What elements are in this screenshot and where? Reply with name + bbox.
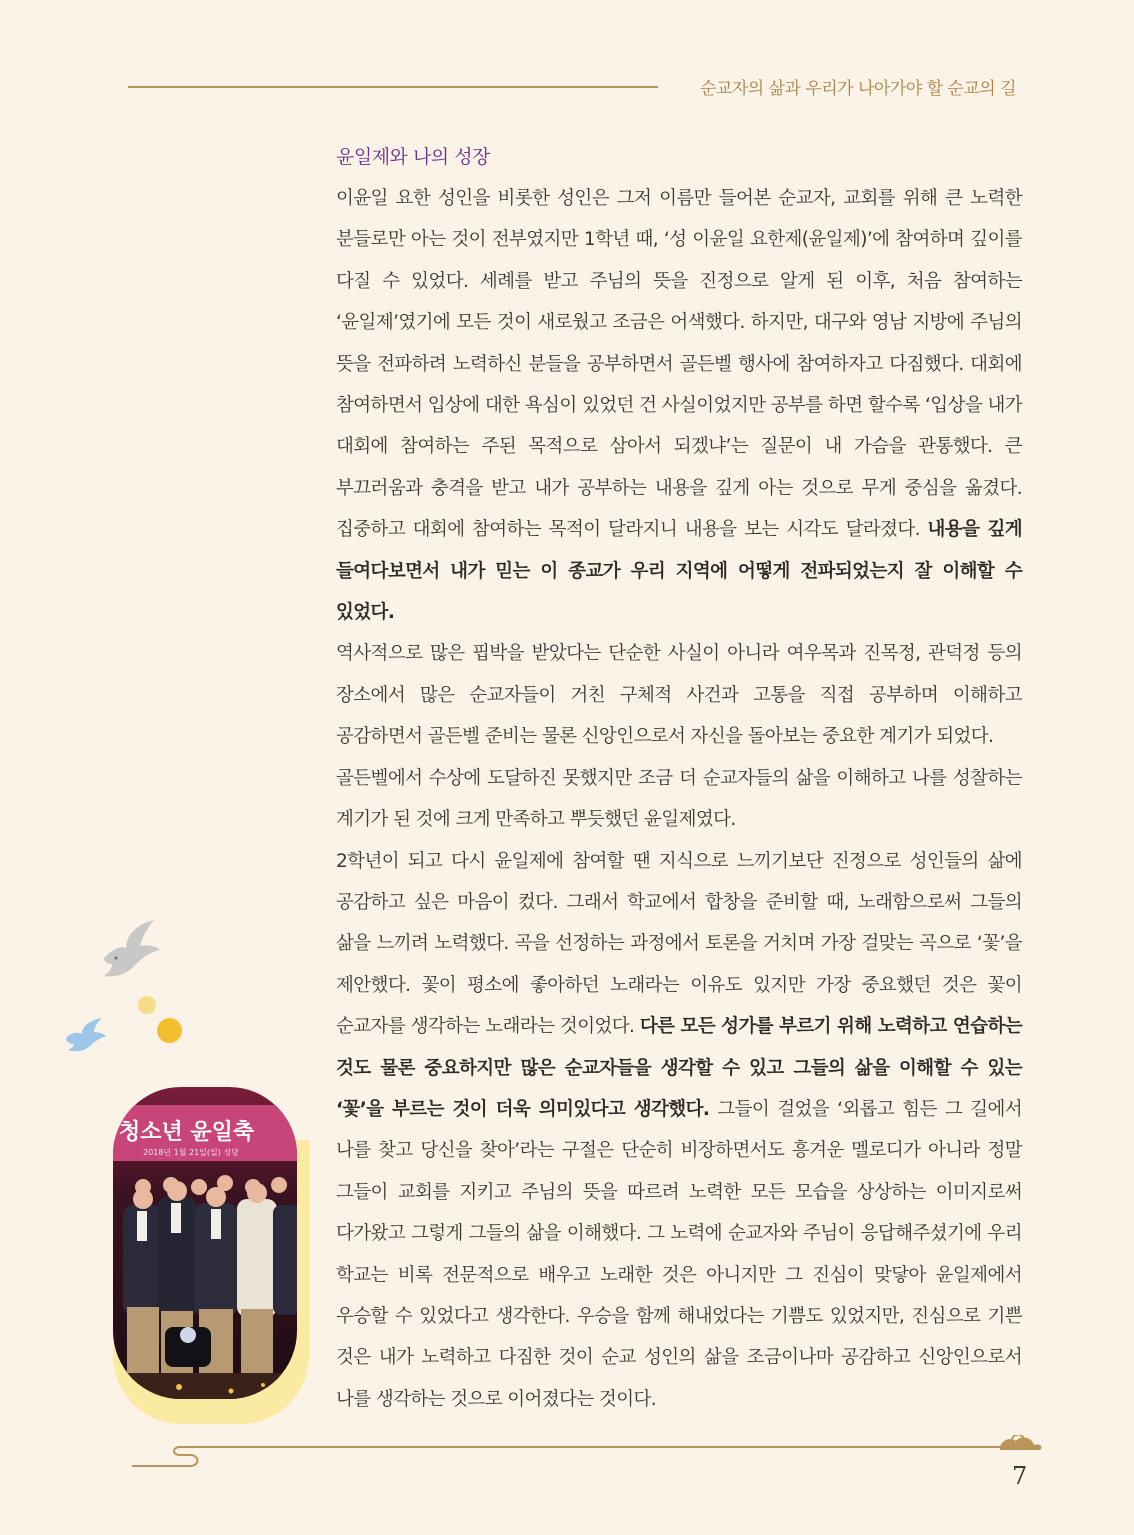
running-title: 순교자의 삶과 우리가 나아가야 할 순교의 길 xyxy=(699,79,1016,99)
paragraph-4-text-a: 2학년이 되고 다시 윤일제에 참여할 땐 지식으로 느끼기보단 진정으로 성인들의 삶에 공감하고 싶은 마음이 컸다. 그래서 학교에서 합창을 준비할 때, 노래함으로써 그들의 삶을 느끼려 노력했다. 곡을 선정하는 과정에서 토론을 거치며 가장 걸맞는 곡으로 ‘꽃’을 제안했다. 꽃이 평소에 좋아하던 노래라는 이유도 있지만 가장 중요했던 것은 꽃이 순교자를 생각하는 노래라는 것이었다. xyxy=(336,850,1022,1038)
gold-dot xyxy=(157,1018,182,1043)
photo-banner-subtext: 2018년 1월 21일(일) 성당 xyxy=(143,1148,239,1157)
small-dove-icon xyxy=(64,1016,108,1054)
paragraph-2: 역사적으로 많은 핍박을 받았다는 단순한 사실이 아니라 여우목과 진목정, 관덕정 등의 장소에서 많은 순교자들이 거친 구체적 사건과 고통을 직접 공부하며 이해하고 공감하면서 골든벨 준비는 물론 신앙인으로서 자신을 돌아보는 중요한 계기가 되었다. xyxy=(336,643,1022,748)
paragraph-1-text: 이윤일 요한 성인을 비롯한 성인은 그저 이름만 들어본 순교자, 교회를 위해 큰 노력한 분들로만 아는 것이 전부였지만 1학년 때, ‘성 이윤일 요한제(윤일제)’에 참여하며 깊이를 다질 수 있었다. 세례를 받고 주님의 뜻을 진정으로 알게 된 이후, 처음 참여하는 ‘윤일제’였기에 모든 것이 새로웠고 조금은 어색했다. 하지만, 대구와 영남 지방에 주님의 뜻을 전파하려 노력하신 분들을 공부하면서 골든벨 행사에 참여하자고 다짐했다. 대회에 참여하면서 입상에 대한 욕심이 있었던 건 사실이었지만 공부를 하면 할수록 ‘입상을 내가 대회에 참여하는 주된 목적으로 삼아서 되겠냐’는 질문이 내 가슴을 관통했다. 큰 부끄러움과 충격을 받고 내가 공부하는 내용을 깊게 아는 것으로 무게 중심을 옮겼다. 집중하고 대회에 참여하는 목적이 달라지니 내용을 보는 시각도 달라졌다. xyxy=(336,188,1022,541)
paragraph-4-emphasis: 다른 모든 성가를 부르기 위해 노력하고 연습하는 것도 물론 중요하지만 많은 순교자들을 생각할 수 있고 그들의 삶을 이해할 수 있는 ‘꽃’을 부르는 것이 더욱 의미있다고 생각했다. xyxy=(336,1016,1022,1120)
header-rule xyxy=(128,86,658,88)
dove-icon xyxy=(96,918,162,980)
paragraph-3: 골든벨에서 수상에 도달하진 못했지만 조금 더 순교자들의 삶을 이해하고 나를 성찰하는 계기가 된 것에 크게 만족하고 뿌듯했던 윤일제였다. xyxy=(336,767,1022,831)
footer-ornament xyxy=(0,1435,1134,1485)
paragraph-1-emphasis: 내용을 깊게 들여다보면서 내가 믿는 이 종교가 우리 지역에 어떻게 전파되었는지 잘 이해할 수 있었다. xyxy=(336,519,1022,624)
photo-banner-text: 청소년 윤일축 xyxy=(119,1120,255,1145)
paragraph-4 xyxy=(336,841,1022,1421)
light-dot xyxy=(138,996,156,1014)
section-title: 윤일제와 나의 성장 xyxy=(336,146,490,168)
page-number: 7 xyxy=(1012,1462,1028,1490)
paragraph-4-text-b: 그들이 걸었을 ‘외롭고 힘든 그 길에서 나를 찾고 당신을 찾아’라는 구절은 단순히 비장하면서도 흥겨운 멜로디가 아니라 정말 그들이 교회를 지키고 주님의 뜻을 따르려 노력한 모든 모습을 상상하는 이미지로써 다가왔고 그렇게 그들의 삶을 이해했다. 그 노력에 순교자와 주님이 응답해주셨기에 우리 학교는 비록 전문적으로 배우고 노래한 것은 아니지만 그 진심이 맞닿아 윤일제에서 우승할 수 있었다고 생각한다. 우승을 함께 해내었다는 기쁨도 있었지만, 진심으로 기쁜 것은 내가 노력하고 다짐한 것이 순교 성인의 삶을 조금이나마 공감하고 신앙인으로서 나를 생각하는 것으로 이어졌다는 것이다. xyxy=(336,1098,1022,1410)
article-body xyxy=(336,178,1022,1420)
paragraph-1 xyxy=(336,178,1022,633)
choir-photo xyxy=(113,1087,297,1399)
